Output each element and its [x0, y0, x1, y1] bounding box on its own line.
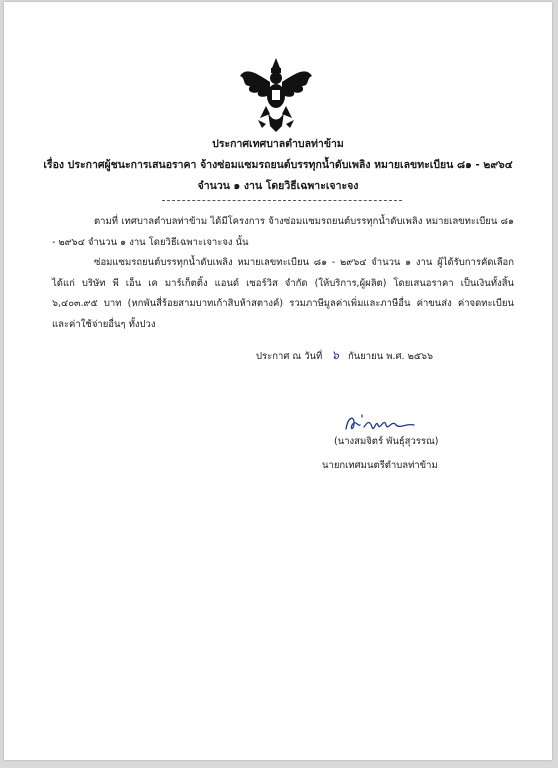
date-month-year: กันยายน พ.ศ. ๒๕๖๖: [347, 351, 434, 362]
dashed-divider: [162, 200, 402, 201]
date-prefix: ประกาศ ณ วันที่: [256, 351, 323, 362]
signer-name: (นางสมจิตร์ พันธุ์สุวรรณ): [334, 436, 439, 447]
announcement-title: ประกาศเทศบาลตำบลท่าข้าม: [212, 138, 344, 150]
date-day: ๖: [331, 348, 339, 362]
subject-line: เรื่อง ประกาศผู้ชนะการเสนอราคา จ้างซ่อมแซมรถยนต์บรรทุกน้ำดับเพลิง หมายเลขทะเบียน ๘๑ - ๒๙๖๔: [43, 159, 513, 171]
announcement-date: [256, 346, 433, 365]
subject-line-continued: จำนวน ๑ งาน โดยวิธีเฉพาะเจาะจง: [197, 180, 359, 192]
document-page: [4, 2, 552, 760]
handwritten-signature: [340, 407, 420, 437]
signer-position: นายกเทศมนตรีตำบลท่าข้าม: [322, 460, 438, 471]
garuda-emblem-icon: [236, 56, 316, 134]
paragraph-award: ซ่อมแซมรถยนต์บรรทุกน้ำดับเพลิง หมายเลขทะเบียน ๘๑ - ๒๙๖๔ จำนวน ๑ งาน ผู้ได้รับการคัดเลือก ได้แก่ บริษัท พี เอ็น เค มาร์เก็ตติ้ง แอนด์ เซอร์วิส จำกัด (ให้บริการ,ผู้ผลิต) โดยเสนอราคา เป็นเงินทั้งสิ้น ๖,๔๐๓.๙๕ บาท (หกพันสี่ร้อยสามบาทเก้าสิบห้าสตางค์) รวมภาษีมูลค่าเพิ่มและภาษีอื่น ค่าขนส่ง ค่าจดทะเบียน และค่าใช้จ่ายอื่นๆ ทั้งปวง: [52, 257, 514, 330]
paragraph-project: ตามที่ เทศบาลตำบลท่าข้าม ได้มีโครงการ จ้างซ่อมแซมรถยนต์บรรทุกน้ำดับเพลิง หมายเลขทะเบียน ๘๑ - ๒๙๖๔ จำนวน ๑ งาน โดยวิธีเฉพาะเจาะจง นั้น: [52, 216, 514, 248]
